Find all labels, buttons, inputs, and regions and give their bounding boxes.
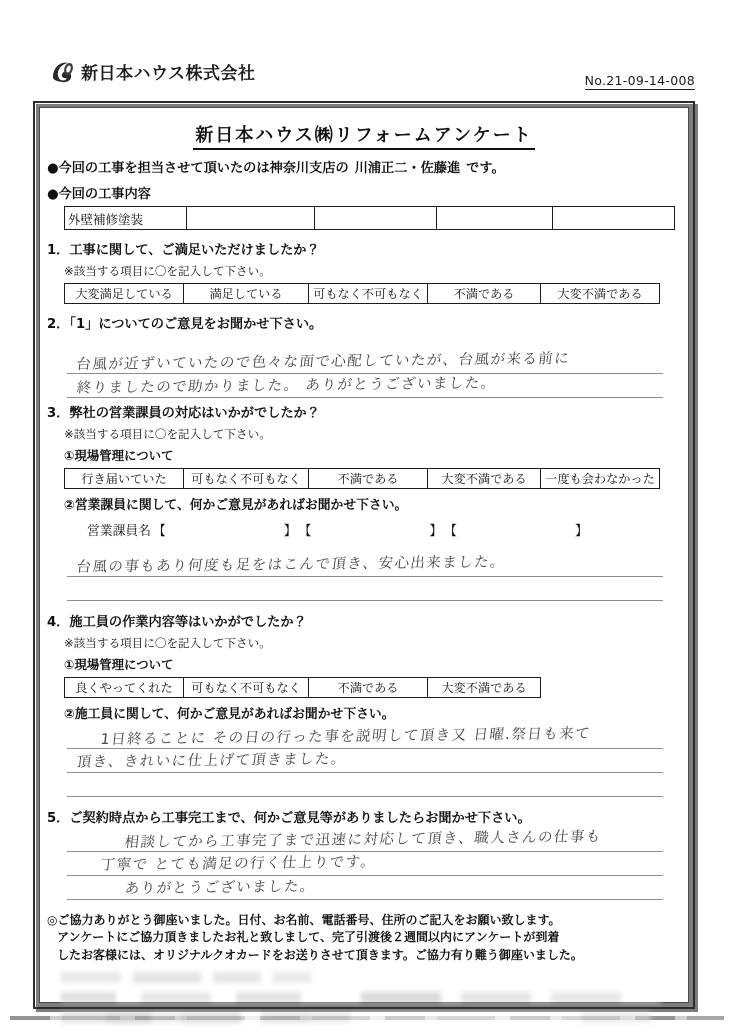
q3-option-2[interactable]: 不満である [309,469,428,489]
q4-option-3[interactable]: 大変不満である [428,678,541,698]
bracket-close-3: 】 [574,524,588,539]
answer-line [67,577,663,601]
question-3-sub2: ②営業課員に関して、何かご意見があればお聞かせ下さい。 [64,498,408,513]
work-content-cell-1[interactable]: 外壁補修塗装 [65,207,187,230]
redacted-field-2 [61,992,661,1003]
q4-option-2[interactable]: 不満である [309,678,428,698]
q1-option-4[interactable]: 大変不満である [541,284,660,304]
work-content-cell-4[interactable] [437,207,553,230]
table-row [65,207,675,230]
q4-answer-line-1: 1日終ることに その日の行った事を説明して頂き又 日曜.祭日も来て [99,726,592,748]
work-content-cell-2[interactable] [187,207,315,230]
question-1-options-table [64,283,660,304]
question-3-sub1: ①現場管理について [64,448,174,463]
question-1-note: ※該当する項目に〇を記入して下さい。 [64,264,271,278]
q5-answer-line-3: ありがとうございました。 [123,878,317,898]
q3-option-0[interactable]: 行き届いていた [65,469,184,489]
q3-option-1[interactable]: 可もなく不可もなく [184,469,309,489]
question-2-answer-area[interactable] [67,350,663,398]
footer-line-2: アンケートにご協力頂きましたお礼と致しまして、完了引渡後２週間以内にアンケートが到着 [57,930,560,945]
question-5-heading: 5．ご契約時点から工事完工まで、何かご意見等がありましたらお聞かせ下さい。 [47,811,531,826]
bracket-close-1: 】 [283,524,297,539]
footer-line-3: したお客様には、オリジナルクオカードをお送りさせて頂きます。ご協力有り難う御座いました。 [57,947,583,962]
redacted-customer-info [61,972,689,1023]
question-2-heading: 2．「1」についてのご意見をお聞かせ下さい。 [47,317,323,332]
work-content-label: ●今回の工事内容 [47,187,151,202]
redacted-field-1 [61,972,311,983]
bracket-open-2: 【 [298,524,312,539]
company-logo-row [50,58,256,84]
answer-line [67,553,663,577]
sales-staff-label: 営業課員名 [87,524,151,539]
q2-answer-line-1: 台風が近ずいていたので色々な面で心配していたが、台風が来る前に [75,350,571,374]
form-content [39,107,689,1003]
question-1-heading: 1．工事に関して、ご満足いただけましたか？ [47,243,320,258]
question-4-answer-area[interactable] [67,725,663,797]
question-4-note: ※該当する項目に〇を記入して下さい。 [64,636,271,650]
footer-line-1: ◎ご協力ありがとう御座いました。日付、お名前、電話番号、住所のご記入をお願い致します。 [47,913,561,927]
table-row [65,284,660,304]
q4-option-1[interactable]: 可もなく不可もなく [184,678,309,698]
q1-option-3[interactable]: 不満である [428,284,541,304]
q5-answer-line-2: 丁寧で とても満足の行く仕上りです。 [99,854,378,874]
q1-option-2[interactable]: 可もなく不可もなく [309,284,428,304]
answer-line [67,374,663,398]
work-content-table [64,206,675,230]
table-row [65,678,541,698]
answer-line [67,828,663,852]
question-3-options-table [64,468,660,489]
q5-answer-line-1: 相談してから工事完了まで迅速に対応して頂き、職人さんの仕事も [123,829,603,851]
footer-note [47,912,689,964]
answer-line [67,350,663,374]
document-number: No.21-09-14-008 [584,73,695,88]
sales-staff-name-row [87,520,689,539]
question-4-options-table [64,677,541,698]
q1-option-0[interactable]: 大変満足している [65,284,184,304]
q3-answer-line-1: 台風の事もあり何度も足をはこんで頂き、安心出来ました。 [75,554,507,576]
bracket-open-3: 【 [444,524,457,539]
question-4-sub2: ②施工員に関して、何かご意見があればお聞かせ下さい。 [64,707,395,722]
bracket-open-1: 【 [152,524,166,539]
answer-line [67,773,663,797]
intro-staff-names: 川浦正二・佐藤進 [354,161,461,176]
redacted-field-3 [61,1012,651,1023]
q4-answer-line-2: 頂き、きれいに仕上げて頂きました。 [75,751,348,771]
question-4-heading: 4．施工員の作業内容等はいかがでしたか？ [47,615,307,630]
table-row [65,469,660,489]
q3-option-3[interactable]: 大変不満である [428,469,541,489]
question-4-sub1: ①現場管理について [64,657,174,672]
bracket-close-2: 】 [429,524,443,539]
q4-option-0[interactable]: 良くやってくれた [65,678,184,698]
work-content-cell-3[interactable] [315,207,437,230]
q3-option-4[interactable]: 一度も会わなかった [541,469,660,489]
work-content-cell-5[interactable] [553,207,675,230]
answer-line [67,852,663,876]
answer-line [67,725,663,749]
swirl-logo-icon [50,58,76,84]
answer-line [67,749,663,773]
q2-answer-line-2: 終りましたので助かりました。 ありがとうございました。 [75,375,498,397]
question-5-answer-area[interactable] [67,828,663,900]
intro-suffix: です。 [466,161,505,176]
q1-option-1[interactable]: 満足している [184,284,309,304]
question-3-note: ※該当する項目に〇を記入して下さい。 [64,427,271,441]
question-3-answer-area[interactable] [67,553,663,601]
intro-prefix: ●今回の工事を担当させて頂いたのは神奈川支店の [47,161,349,176]
company-name: 新日本ハウス株式会社 [81,63,256,84]
answer-line [67,876,663,900]
intro-line [47,157,689,176]
page-title [39,121,689,147]
question-3-heading: 3．弊社の営業課員の対応はいかがでしたか？ [47,406,320,421]
page-title-text: 新日本ハウス㈱リフォームアンケート [193,125,534,150]
